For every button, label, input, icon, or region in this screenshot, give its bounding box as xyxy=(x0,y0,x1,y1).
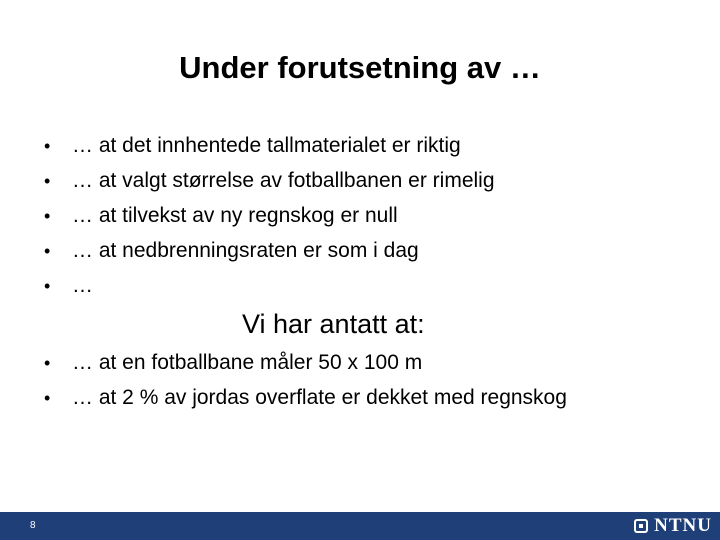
list-item xyxy=(44,345,567,380)
list-item-text: … at valgt størrelse av fotballbanen er rimelig xyxy=(72,169,495,192)
bullet: • xyxy=(44,241,51,261)
list-item xyxy=(44,198,495,233)
slide-title: Under forutsetning av … xyxy=(179,50,541,85)
facts-list xyxy=(44,345,567,415)
ntnu-logo-icon xyxy=(634,519,648,533)
bullet: • xyxy=(44,206,51,226)
bullet: • xyxy=(44,353,51,373)
list-item-text: … at 2 % av jordas overflate er dekket med regnskog xyxy=(72,386,567,409)
list-item-text: … at en fotballbane måler 50 x 100 m xyxy=(72,351,423,374)
list-item-text: … at det innhentede tallmaterialet er riktig xyxy=(72,134,461,157)
bullet: • xyxy=(44,388,51,408)
logo-text: NTNU xyxy=(654,515,712,536)
list-item-text: … xyxy=(72,274,93,297)
page-number: 8 xyxy=(30,520,36,531)
list-item xyxy=(44,268,495,303)
subheading: Vi har antatt at: xyxy=(242,309,425,339)
list-item-text: … at tilvekst av ny regnskog er null xyxy=(72,204,398,227)
assumptions-list xyxy=(44,128,495,303)
bullet: • xyxy=(44,276,51,296)
bullet: • xyxy=(44,136,51,156)
bullet: • xyxy=(44,171,51,191)
list-item xyxy=(44,233,495,268)
list-item xyxy=(44,380,567,415)
list-item xyxy=(44,163,495,198)
list-item xyxy=(44,128,495,163)
ntnu-logo xyxy=(634,515,712,537)
footer-bar xyxy=(0,512,720,540)
list-item-text: … at nedbrenningsraten er som i dag xyxy=(72,239,419,262)
